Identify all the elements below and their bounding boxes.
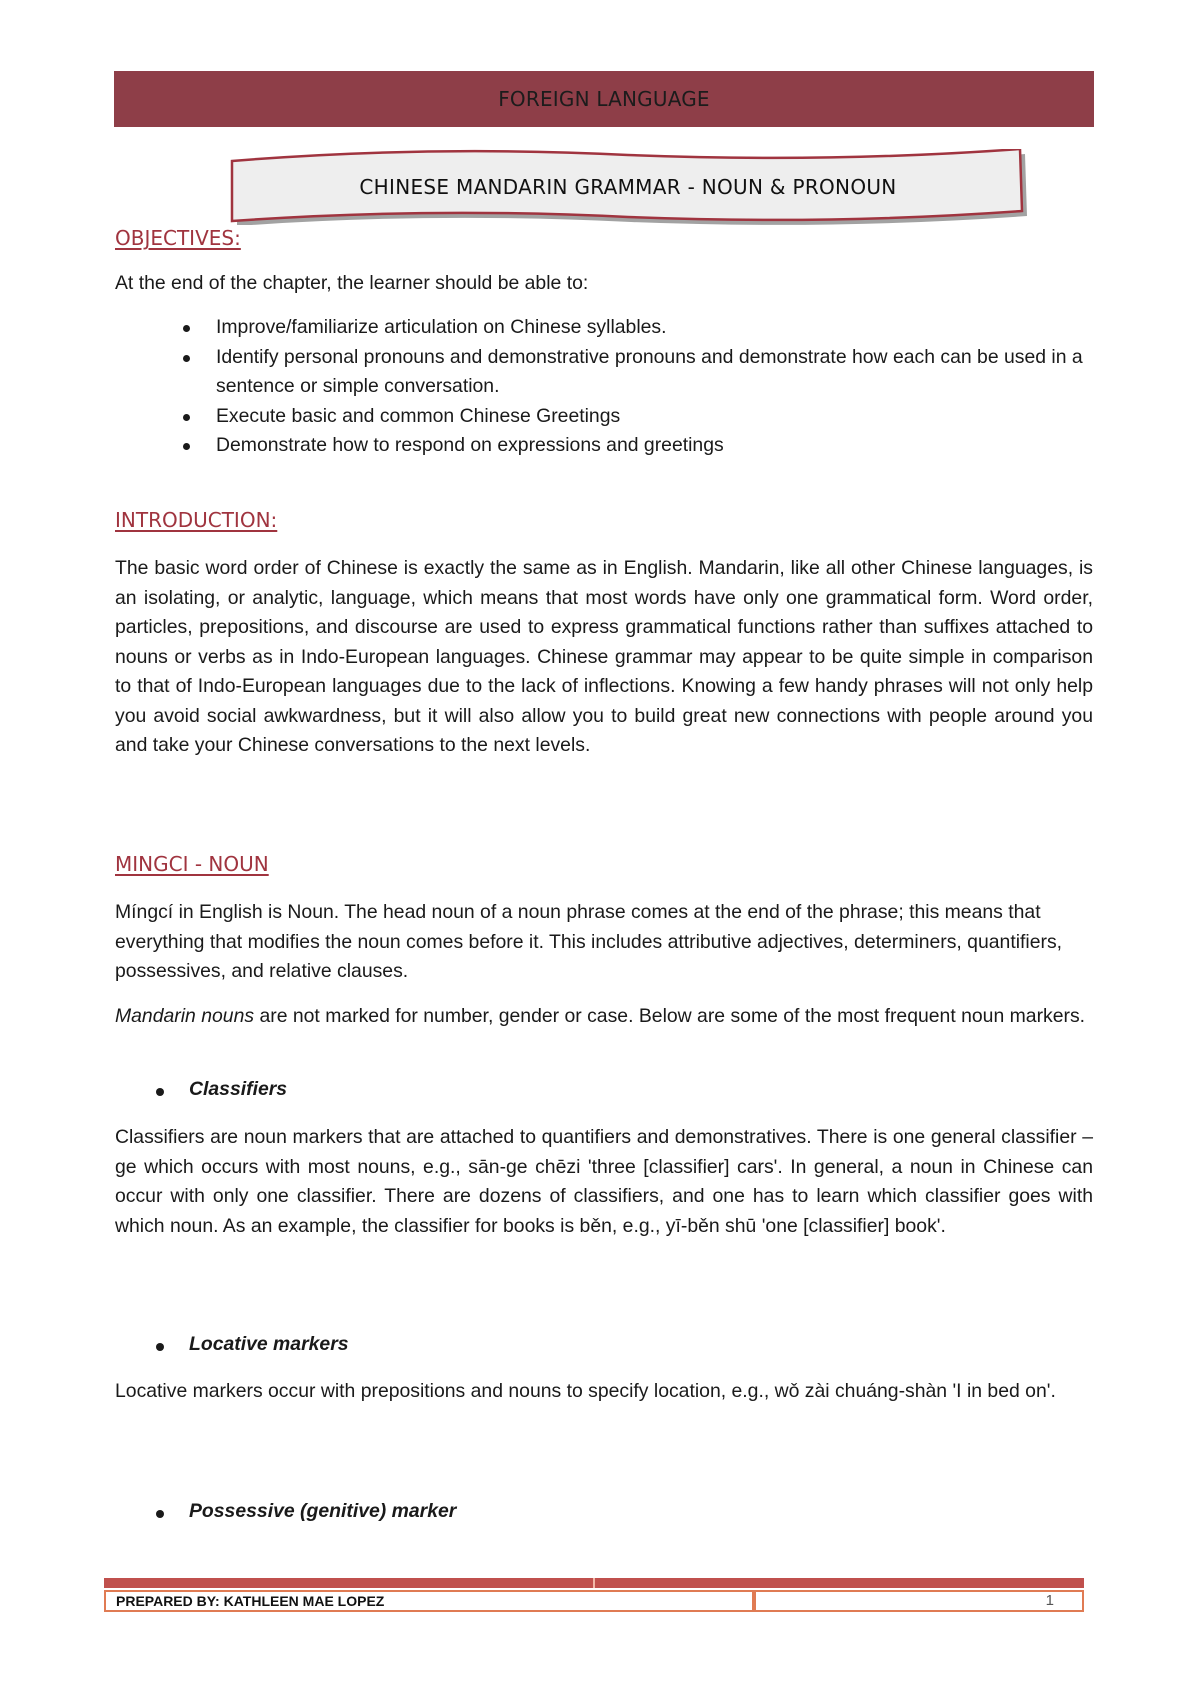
bullet-icon [156, 1343, 164, 1351]
list-item: Identify personal pronouns and demonstrative pronouns and demonstrate how each can be used in a sentence or simple conversation. [115, 343, 1093, 402]
mingci-paragraph-2-emphasis: Mandarin nouns [115, 1005, 255, 1027]
locative-body: Locative markers occur with prepositions and nouns to specify location, e.g., wǒ zài chuáng-shàn 'I in bed on'. [115, 1380, 1056, 1402]
bullet-icon [183, 355, 190, 362]
bullet-icon [183, 443, 190, 450]
list-item: Improve/familiarize articulation on Chinese syllables. [115, 313, 1093, 343]
mingci-paragraph-2: Mandarin nouns are not marked for number, gender or case. Below are some of the most frequent noun markers. [115, 1005, 1086, 1027]
introduction-heading: INTRODUCTION: [115, 508, 278, 532]
page-number: 1 [754, 1590, 1084, 1612]
bullet-icon [183, 414, 190, 421]
classifiers-body: Classifiers are noun markers that are attached to quantifiers and demonstratives. There is one general classifier –ge which occurs with most nouns, e.g., sān-ge chēzi 'three [classifier] cars'. In general, a noun in Chinese can occur with only one classifier. There are dozens of classifiers, and one has to learn which classifier goes with which noun. As an example, the classifier for books is běn, e.g., yī-běn shū 'one [classifier] book'. [115, 1126, 1093, 1237]
list-item: Demonstrate how to respond on expressions and greetings [115, 431, 1093, 461]
footer-prepared-by: PREPARED BY: KATHLEEN MAE LOPEZ [104, 1590, 754, 1612]
list-item: Execute basic and common Chinese Greetings [115, 402, 1093, 432]
bullet-icon [156, 1510, 164, 1518]
introduction-body: The basic word order of Chinese is exactly the same as in English. Mandarin, like all other Chinese languages, is an isolating, or analytic, language, which means that most words have only one grammatical form. Word order, particles, prepositions, and discourse are used to express grammatical functions rather than suffixes attached to nouns or verbs as in Indo-European languages. Chinese grammar may appear to be quite simple in comparison to that of Indo-European languages due to the lack of inflections. Knowing a few handy phrases will not only help you avoid social awkwardness, but it will also allow you to build great new connections with people around you and take your Chinese conversations to the next levels. [115, 557, 1093, 756]
header-title: FOREIGN LANGUAGE [498, 87, 710, 111]
objectives-list [115, 313, 1093, 461]
bullet-icon [156, 1088, 164, 1096]
header-bar [114, 71, 1094, 127]
mingci-paragraph-1: Míngcí in English is Noun. The head noun of a noun phrase comes at the end of the phrase; this means that everything that modifies the noun comes before it. This includes attributive adjectives, determiners, quantifiers, possessives, and relative clauses. [115, 901, 1063, 982]
mingci-heading: MINGCI - NOUN [115, 852, 269, 876]
title-banner [228, 149, 1028, 225]
objectives-heading: OBJECTIVES: [115, 226, 241, 250]
objectives-intro: At the end of the chapter, the learner should be able to: [115, 272, 589, 294]
bullet-icon [183, 325, 190, 332]
footer-divider [593, 1578, 595, 1588]
banner-title: CHINESE MANDARIN GRAMMAR - NOUN & PRONOUN [359, 175, 897, 199]
